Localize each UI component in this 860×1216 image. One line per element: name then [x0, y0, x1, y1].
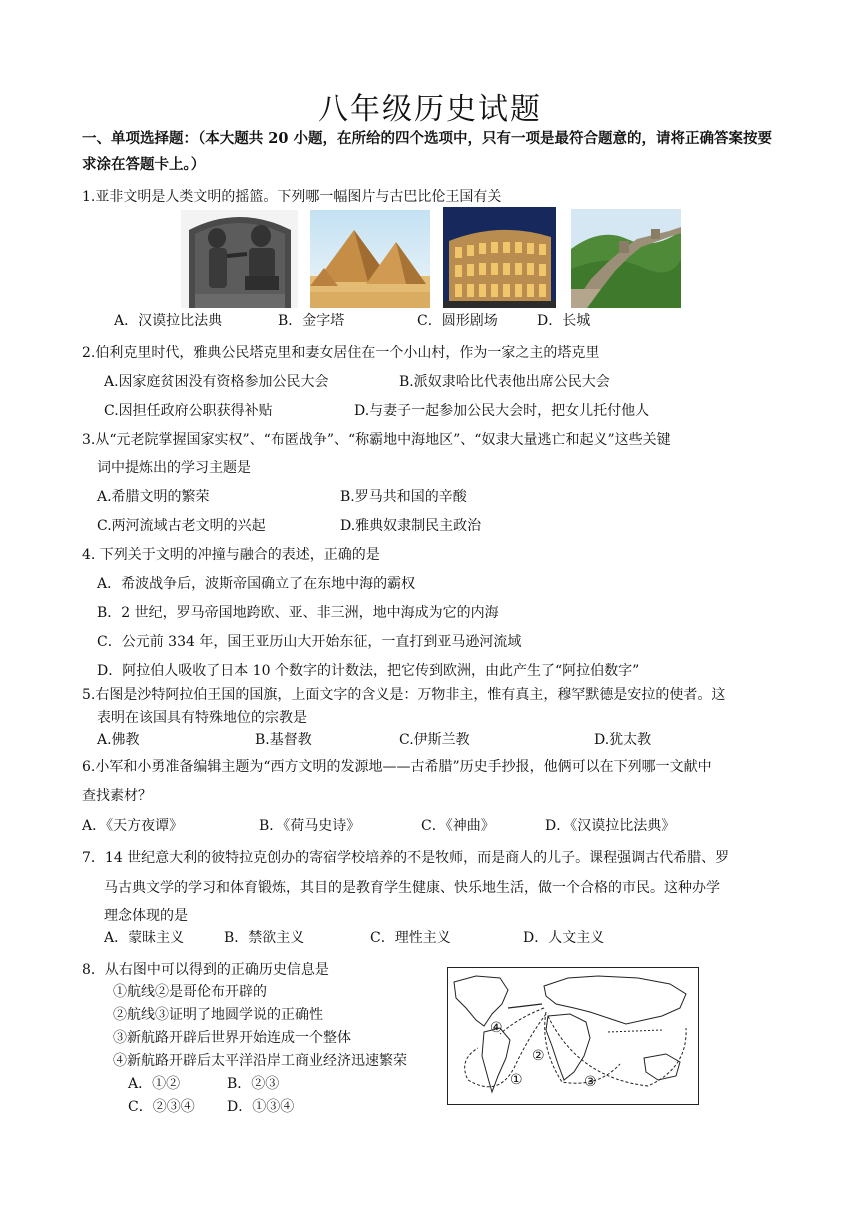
q2-option-d: D.与妻子一起参加公民大会时，把女儿托付他人 — [354, 403, 650, 419]
q5-stem-line1: 5.右图是沙特阿拉伯王国的国旗，上面文字的含义是：万物非主，惟有真主，穆罕默德是安拉的使者。这 — [82, 687, 726, 703]
q8-item-1: ①航线②是哥伦布开辟的 — [113, 984, 267, 1000]
q3-option-c: C.两河流域古老文明的兴起 — [97, 518, 266, 534]
q8-item-4: ④新航路开辟后太平洋沿岸工商业经济迅速繁荣 — [113, 1053, 407, 1069]
new-sea-routes-map — [447, 967, 699, 1105]
q7-stem-line1: 7．14 世纪意大利的彼特拉克创办的寄宿学校培养的不是牧师，而是商人的儿子。课程强调古代希腊、罗 — [82, 850, 730, 866]
q2-stem: 2.伯利克里时代，雅典公民塔克里和妻女居住在一个小山村，作为一家之主的塔克里 — [82, 345, 600, 361]
route-label-4: ④ — [490, 1020, 503, 1036]
q3-option-d: D.雅典奴隶制民主政治 — [340, 518, 482, 534]
q5-stem-line2: 表明在该国具有特殊地位的宗教是 — [97, 710, 307, 726]
q8-stem: 8．从右图中可以得到的正确历史信息是 — [82, 962, 329, 978]
q5-option-c: C.伊斯兰教 — [399, 732, 470, 748]
q6-option-a: A．《天方夜谭》 — [82, 818, 184, 834]
section-heading: 一、单项选择题：（本大题共 20 小题，在所给的四个选项中，只有一项是最符合题意的，请将正确答案按要求涂在答题卡上。） — [82, 130, 773, 173]
q7-option-a: A．蒙昧主义 — [104, 930, 185, 946]
q6-stem-line2: 查找素材？ — [82, 788, 152, 804]
q4-option-b: B．2 世纪，罗马帝国地跨欧、亚、非三洲，地中海成为它的内海 — [97, 605, 499, 621]
q5-option-b: B.基督教 — [255, 732, 312, 748]
q2-option-c: C.因担任政府公职获得补贴 — [104, 403, 273, 419]
route-label-1: ① — [510, 1072, 523, 1088]
route-label-3: ③ — [584, 1074, 597, 1090]
q6-stem-line1: 6.小军和小勇准备编辑主题为“西方文明的发源地——古希腊”历史手抄报，他俩可以在下列哪一文献中 — [82, 759, 712, 775]
q1-option-a: A．汉谟拉比法典 — [114, 313, 223, 329]
q6-option-b: B．《荷马史诗》 — [259, 818, 361, 834]
pyramids-image — [310, 210, 430, 308]
q8-item-2: ②航线③证明了地圆学说的正确性 — [113, 1007, 323, 1023]
q7-stem-line3: 理念体现的是 — [104, 908, 188, 924]
q7-option-d: D．人文主义 — [523, 930, 605, 946]
q3-option-a: A.希腊文明的繁荣 — [97, 489, 210, 505]
q1-stem: 1.亚非文明是人类文明的摇篮。下列哪一幅图片与古巴比伦王国有关 — [82, 189, 502, 205]
q2-option-b: B.派奴隶哈比代表他出席公民大会 — [399, 374, 610, 390]
q1-option-d: D．长城 — [537, 313, 591, 329]
q4-option-a: A．希波战争后，波斯帝国确立了在东地中海的霸权 — [97, 576, 416, 592]
q6-option-c: C．《神曲》 — [421, 818, 495, 834]
q6-option-d: D．《汉谟拉比法典》 — [545, 818, 676, 834]
hammurabi-code-image — [181, 210, 298, 308]
q3-stem-line2: 词中提炼出的学习主题是 — [97, 460, 251, 476]
q2-option-a: A.因家庭贫困没有资格参加公民大会 — [104, 374, 329, 390]
world-map-svg — [448, 968, 698, 1104]
q3-option-b: B.罗马共和国的辛酸 — [340, 489, 467, 505]
q5-option-d: D.犹太教 — [594, 732, 652, 748]
q7-stem-line2: 马古典文学的学习和体育锻炼，其目的是教育学生健康、快乐地生活，做一个合格的市民。这种办学 — [104, 880, 720, 896]
colosseum-image — [443, 207, 556, 308]
route-label-2: ② — [532, 1048, 545, 1064]
q8-option-d: D．①③④ — [227, 1099, 295, 1115]
q3-stem-line1: 3.从“元老院掌握国家实权”、“布匿战争”、“称霸地中海地区”、“奴隶大量逃亡和起义”这些关键 — [82, 432, 671, 448]
q8-item-3: ③新航路开辟后世界开始连成一个整体 — [113, 1030, 351, 1046]
q5-option-a: A.佛教 — [97, 732, 140, 748]
q8-option-c: C．②③④ — [128, 1099, 195, 1115]
page-title: 八年级历史试题 — [318, 92, 542, 127]
q4-option-c: C．公元前 334 年，国王亚历山大开始东征，一直打到亚马逊河流域 — [97, 634, 522, 650]
great-wall-image — [571, 209, 681, 308]
q7-option-c: C．理性主义 — [370, 930, 451, 946]
q4-option-d: D．阿拉伯人吸收了日本 10 个数字的计数法，把它传到欧洲，由此产生了“阿拉伯数字” — [97, 663, 640, 679]
q7-option-b: B．禁欲主义 — [224, 930, 305, 946]
q4-stem: 4. 下列关于文明的冲撞与融合的表述，正确的是 — [82, 547, 380, 563]
q8-option-a: A．①② — [128, 1076, 181, 1092]
q8-option-b: B．②③ — [227, 1076, 280, 1092]
q1-option-c: C．圆形剧场 — [417, 313, 498, 329]
q1-option-b: B．金字塔 — [278, 313, 345, 329]
